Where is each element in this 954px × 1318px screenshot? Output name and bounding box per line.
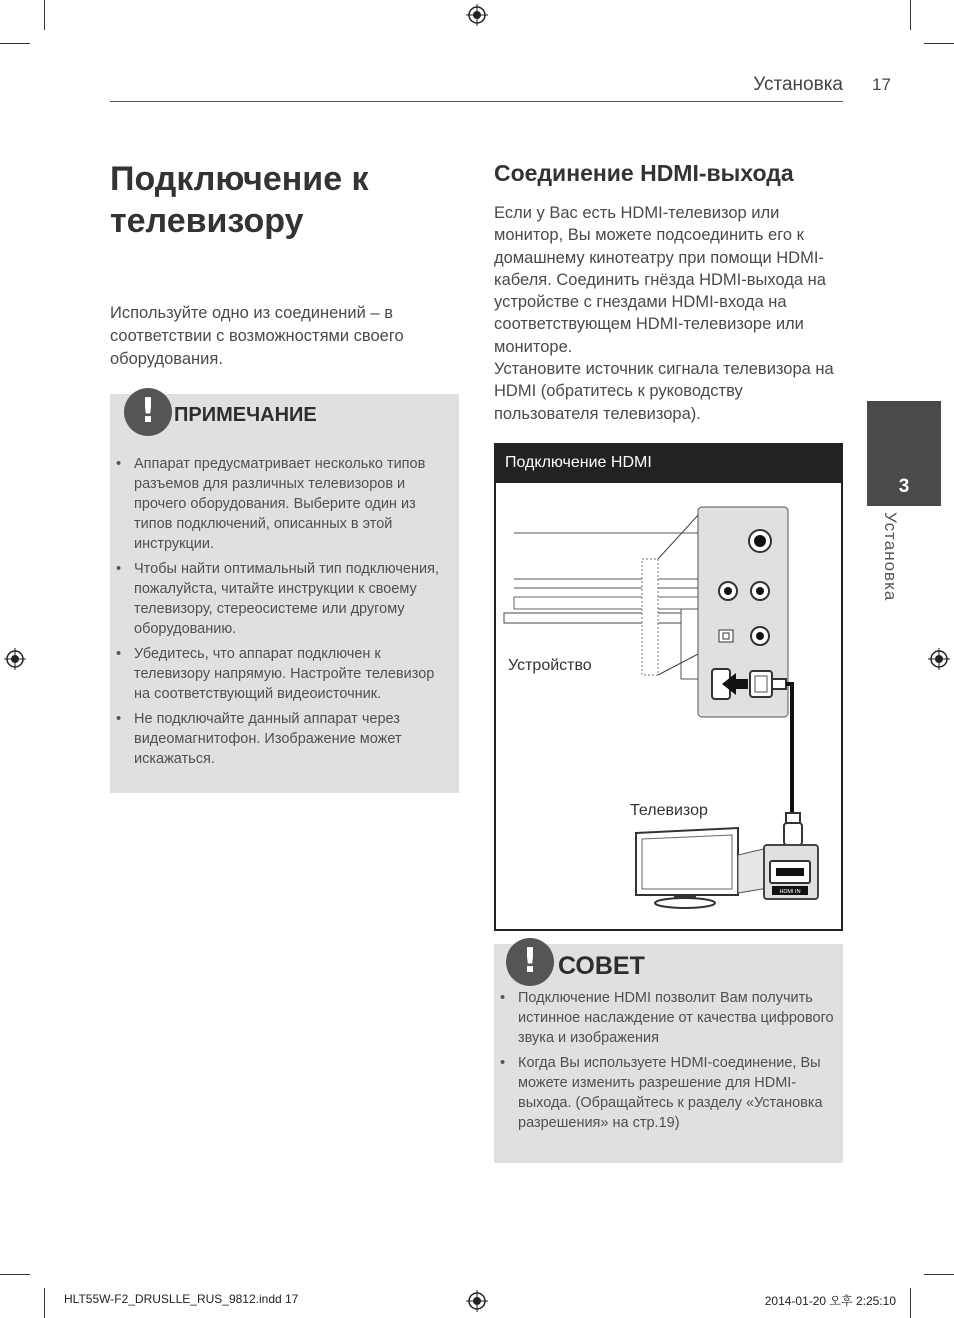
list-item: • Когда Вы используете HDMI-соединение, Вы можете изменить разрешение для HDMI-выхода. (Обращайтесь к разделу «Установка разрешения» на стр.19) <box>494 1053 840 1133</box>
tv-label: Телевизор <box>630 802 708 819</box>
registration-mark-icon <box>466 4 488 26</box>
chapter-tab <box>867 401 941 506</box>
list-item: • Чтобы найти оптимальный тип подключения, пожалуйста, читайте инструкции к своему телевизору, стереосистеме или другому оборудованию. <box>110 559 450 639</box>
crop-mark <box>924 1274 954 1275</box>
list-item: • Подключение HDMI позволит Вам получить истинное наслаждение от качества цифрового звука и изображения <box>494 988 840 1048</box>
note-title: ПРИМЕЧАНИЕ <box>174 404 317 426</box>
tip-list <box>494 988 840 1138</box>
tip-title: СОВЕТ <box>558 952 645 980</box>
intro-paragraph: Используйте одно из соединений – в соответствии с возможностями своего оборудования. <box>110 304 404 368</box>
registration-mark-icon <box>4 648 26 670</box>
rear-panel-icon <box>698 507 788 717</box>
chapter-number: 3 <box>898 476 910 497</box>
chapter-label: Установка <box>881 512 900 602</box>
crop-mark <box>44 1288 45 1318</box>
footer-timestamp: 2014-01-20 오후 2:25:10 <box>764 1294 896 1308</box>
crop-mark <box>44 0 45 30</box>
crop-mark <box>0 43 30 44</box>
hdmi-connection-diagram <box>494 443 843 931</box>
crop-mark <box>910 1288 911 1318</box>
exclamation-icon: ! <box>124 388 172 436</box>
note-list <box>110 454 450 774</box>
chapter-label-container <box>862 512 908 612</box>
crop-mark <box>0 1274 30 1275</box>
registration-mark-icon <box>928 648 950 670</box>
registration-mark-icon <box>466 1290 488 1312</box>
body-paragraph: Установите источник сигнала телевизора на HDMI (обратитесь к руководству пользователя телевизора). <box>494 360 834 423</box>
section-heading: Соединение HDMI-выхода <box>494 160 794 186</box>
tip-box <box>494 941 843 1163</box>
crop-mark <box>924 43 954 44</box>
diagram-illustration <box>496 483 841 931</box>
running-header-section: Установка <box>753 74 843 95</box>
note-box <box>110 391 459 793</box>
device-soundbar-icon <box>504 513 714 679</box>
page-title <box>110 158 460 242</box>
footer-filename: HLT55W-F2_DRUSLLE_RUS_9812.indd 17 <box>64 1292 299 1306</box>
hdmi-in-port-label: HDMI IN <box>779 889 801 895</box>
body-paragraph: Если у Вас есть HDMI-телевизор или монитор, Вы можете подсоединить его к домашнему кинотеатру при помощи HDMI-кабеля. Соединить гнёзда HDMI-выхода на устройстве с гнездами HDMI-входа на соответствующем HDMI-телевизоре или мониторе. <box>494 204 826 356</box>
list-item: • Не подключайте данный аппарат через видеомагнитофон. Изображение может искажаться. <box>110 709 450 769</box>
list-item: • Убедитесь, что аппарат подключен к телевизору напрямую. Настройте телевизор на соответствующий видеоисточник. <box>110 644 450 704</box>
list-item: • Аппарат предусматривает несколько типов разъемов для различных телевизоров и прочего оборудования. Выберите один из типов подключений, описанных в этой инструкции. <box>110 454 450 554</box>
device-label: Устройство <box>508 657 592 674</box>
exclamation-icon: ! <box>506 938 554 986</box>
page-title-line: Подключение к <box>110 160 369 198</box>
section-body <box>494 202 839 425</box>
page-number: 17 <box>872 75 891 94</box>
page-title-line: телевизору <box>110 202 304 240</box>
diagram-title: Подключение HDMI <box>496 445 841 483</box>
crop-mark <box>910 0 911 30</box>
header-rule <box>110 101 843 102</box>
